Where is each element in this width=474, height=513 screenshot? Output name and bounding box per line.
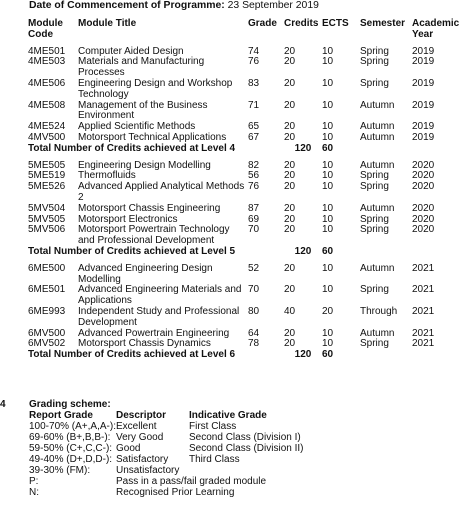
- level-total-filler: [360, 247, 470, 258]
- module-semester: Spring: [360, 45, 389, 57]
- grading-report-grade: N:: [29, 487, 39, 498]
- grading-descriptor: Excellent: [116, 421, 157, 432]
- module-grade: 74: [248, 45, 260, 57]
- header-grade: Grade: [248, 18, 277, 29]
- module-grade: 52: [248, 262, 260, 274]
- module-semester: Autumn: [360, 121, 395, 133]
- grading-row: [29, 487, 303, 498]
- header-module-title: Module Title: [78, 18, 137, 29]
- module-code: 6ME993: [28, 305, 66, 317]
- module-grade: 76: [248, 56, 260, 68]
- module-code: 4MV500: [28, 131, 66, 143]
- module-title: Motorsport Technical Applications: [78, 131, 227, 143]
- table-header-row: [28, 19, 470, 41]
- module-title: Motorsport Chassis Engineering: [78, 202, 221, 214]
- module-code: 4ME506: [28, 77, 66, 89]
- module-semester: Autumn: [360, 159, 395, 171]
- module-year: 2021: [412, 305, 435, 317]
- module-year: 2019: [412, 56, 435, 68]
- module-semester: Autumn: [360, 327, 395, 339]
- module-credits: 20: [284, 181, 296, 193]
- module-code: 6ME500: [28, 262, 66, 274]
- module-ects: 10: [322, 56, 334, 68]
- module-grade: 65: [248, 121, 260, 133]
- module-grade: 78: [248, 338, 260, 350]
- grading-descriptor: Recognised Prior Learning: [116, 487, 235, 498]
- module-semester: Spring: [360, 77, 389, 89]
- module-code: 5ME526: [28, 181, 66, 193]
- module-ects: 20: [322, 305, 334, 317]
- grading-report-grade: 49-40% (D+,D,D-):: [29, 454, 113, 465]
- module-semester: Through: [360, 305, 398, 317]
- module-ects: 10: [322, 338, 334, 350]
- level-total-credits: 120: [294, 245, 312, 257]
- grading-report-grade: 59-50% (C+,C,C-):: [29, 443, 113, 454]
- module-grade: 83: [248, 77, 260, 89]
- module-credits: 20: [284, 202, 296, 214]
- module-year: 2019: [412, 45, 435, 57]
- module-ects: 10: [322, 170, 334, 182]
- module-code: 6ME501: [28, 284, 66, 296]
- grading-header-row: [29, 410, 303, 421]
- level-total-ects: 60: [322, 245, 334, 257]
- module-ects: 10: [322, 213, 334, 225]
- grading-row: [29, 432, 303, 443]
- module-title: Materials and Manufacturing Processes: [78, 56, 205, 79]
- module-credits: 20: [284, 284, 296, 296]
- module-year: 2021: [412, 327, 435, 339]
- module-grade: 87: [248, 202, 260, 214]
- module-code: 4ME524: [28, 121, 66, 133]
- grading-header-descriptor: Descriptor: [116, 410, 167, 421]
- module-credits: 20: [284, 56, 296, 68]
- module-semester: Spring: [360, 338, 389, 350]
- grading-descriptor: Satisfactory: [116, 454, 169, 465]
- module-grade: 64: [248, 327, 260, 339]
- module-year: 2019: [412, 99, 435, 111]
- module-year: 2019: [412, 77, 435, 89]
- module-ects: 10: [322, 284, 334, 296]
- module-credits: 20: [284, 213, 296, 225]
- module-code: 5ME505: [28, 159, 66, 171]
- module-year: 2019: [412, 121, 435, 133]
- module-year: 2020: [412, 202, 435, 214]
- module-title: Independent Study and Professional Development: [78, 305, 240, 328]
- header-academic-year: Academic Year: [412, 18, 460, 40]
- module-credits: 20: [284, 45, 296, 57]
- level-total-filler: [360, 350, 470, 361]
- table-row: [28, 182, 470, 204]
- grading-header-report-grade: Report Grade: [29, 410, 93, 421]
- module-ects: 10: [322, 327, 334, 339]
- module-code: 6MV500: [28, 327, 66, 339]
- grading-indicative: Second Class (Division II): [189, 443, 304, 454]
- module-ects: 10: [322, 77, 334, 89]
- module-grade: 67: [248, 131, 260, 143]
- table-row: [28, 79, 470, 101]
- module-ects: 10: [322, 131, 334, 143]
- grading-body: [29, 421, 303, 498]
- table-row: [28, 204, 470, 215]
- module-grade: 70: [248, 224, 260, 236]
- commencement-date: [29, 0, 319, 11]
- grading-report-grade: 69-60% (B+,B,B-):: [29, 432, 111, 443]
- level-total-ects: 60: [322, 349, 334, 361]
- module-year: 2019: [412, 131, 435, 143]
- module-credits: 20: [284, 77, 296, 89]
- grading-descriptor: Unsatisfactory: [116, 465, 180, 476]
- table-row: [28, 225, 470, 247]
- level-total-credits: 120: [294, 349, 312, 361]
- grading-indicative: Second Class (Division I): [189, 432, 301, 443]
- module-grade: 70: [248, 284, 260, 296]
- module-semester: Spring: [360, 224, 389, 236]
- module-year: 2020: [412, 213, 435, 225]
- module-code: 5MV506: [28, 224, 66, 236]
- grading-report-grade: 39-30% (FM):: [29, 465, 91, 476]
- module-code: 5MV504: [28, 202, 66, 214]
- table-row: [28, 57, 470, 79]
- module-semester: Autumn: [360, 99, 395, 111]
- module-title: Engineering Design and Workshop Technology: [78, 77, 233, 100]
- table-row: [28, 285, 470, 307]
- module-title: Applied Scientific Methods: [78, 121, 196, 133]
- module-grade: 71: [248, 99, 260, 111]
- module-code: 6MV502: [28, 338, 66, 350]
- module-ects: 10: [322, 121, 334, 133]
- grading-row: [29, 421, 303, 432]
- module-credits: 20: [284, 262, 296, 274]
- grading-report-grade: 100-70% (A+,A,A-):: [29, 421, 116, 432]
- module-grade: 80: [248, 305, 260, 317]
- module-semester: Spring: [360, 213, 389, 225]
- grading-row: [29, 465, 303, 476]
- module-ects: 10: [322, 262, 334, 274]
- module-semester: Autumn: [360, 131, 395, 143]
- module-title: Computer Aided Design: [78, 45, 184, 57]
- module-credits: 20: [284, 121, 296, 133]
- level-total-label: Total Number of Credits achieved at Level 6: [28, 349, 236, 361]
- level-total-row: [28, 144, 470, 155]
- module-credits: 20: [284, 338, 296, 350]
- module-semester: Autumn: [360, 202, 395, 214]
- level-total-row: [28, 247, 470, 258]
- module-code: 4ME503: [28, 56, 66, 68]
- module-semester: Spring: [360, 56, 389, 68]
- module-credits: 20: [284, 327, 296, 339]
- module-credits: 20: [284, 131, 296, 143]
- level-total-label: Total Number of Credits achieved at Level 4: [28, 142, 236, 154]
- commencement-date-value: 23 September 2019: [227, 0, 319, 11]
- module-title: Advanced Applied Analytical Methods 2: [78, 181, 245, 203]
- module-title: Advanced Engineering Materials and Applications: [78, 284, 242, 307]
- module-credits: 20: [284, 99, 296, 111]
- module-year: 2020: [412, 170, 435, 182]
- grading-indicative: First Class: [189, 421, 237, 432]
- header-module-code: Module Code: [28, 18, 63, 40]
- module-ects: 10: [322, 159, 334, 171]
- grading-row: [29, 454, 303, 465]
- module-code: 4ME508: [28, 99, 66, 111]
- level-total-filler: [360, 144, 470, 155]
- module-ects: 10: [322, 181, 334, 193]
- module-semester: Spring: [360, 284, 389, 296]
- level-total-ects: 60: [322, 142, 334, 154]
- module-grade: 82: [248, 159, 260, 171]
- module-credits: 20: [284, 224, 296, 236]
- table-row: [28, 101, 470, 123]
- grading-header-indicative-grade: Indicative Grade: [189, 410, 267, 421]
- table-row: [28, 307, 470, 329]
- level-total-credits: 120: [294, 142, 312, 154]
- module-title: Advanced Powertrain Engineering: [78, 327, 230, 339]
- grading-indicative: Third Class: [189, 454, 240, 465]
- grading-row: [29, 443, 303, 454]
- module-credits: 40: [284, 305, 296, 317]
- module-ects: 10: [322, 99, 334, 111]
- module-ects: 10: [322, 224, 334, 236]
- module-credits: 20: [284, 170, 296, 182]
- module-title: Motorsport Powertrain Technology and Professional Development: [78, 224, 230, 247]
- grading-descriptor: Good: [116, 443, 141, 454]
- grading-table: [29, 410, 303, 498]
- module-semester: Spring: [360, 181, 389, 193]
- module-semester: Autumn: [360, 262, 395, 274]
- module-grade: 76: [248, 181, 260, 193]
- table-row: [28, 264, 470, 286]
- module-ects: 10: [322, 202, 334, 214]
- grading-descriptor: Very Good: [116, 432, 164, 443]
- module-credits: 20: [284, 159, 296, 171]
- module-year: 2021: [412, 284, 435, 296]
- module-title: Motorsport Electronics: [78, 213, 178, 225]
- module-title: Thermofluids: [78, 170, 136, 182]
- commencement-date-label: Date of Commencement of Programme:: [29, 0, 225, 11]
- module-ects: 10: [322, 45, 334, 57]
- level-total-label: Total Number of Credits achieved at Level 5: [28, 245, 236, 257]
- grading-section-number: 4: [0, 399, 6, 410]
- grading-row: [29, 476, 303, 487]
- module-year: 2020: [412, 181, 435, 193]
- module-title: Engineering Design Modelling: [78, 159, 211, 171]
- grading-descriptor: Pass in a pass/fail graded module: [116, 476, 267, 487]
- module-title: Advanced Engineering Design Modelling: [78, 262, 213, 285]
- module-title: Management of the Business Environment: [78, 99, 208, 122]
- module-year: 2020: [412, 224, 435, 236]
- module-semester: Spring: [360, 170, 389, 182]
- modules-body: [28, 41, 470, 361]
- module-code: 5MV505: [28, 213, 66, 225]
- modules-table: [28, 19, 470, 361]
- module-grade: 69: [248, 213, 260, 225]
- module-year: 2021: [412, 338, 435, 350]
- header-semester: Semester: [360, 18, 406, 29]
- grading-report-grade: P:: [29, 476, 39, 487]
- header-ects: ECTS: [322, 18, 349, 29]
- module-code: 4ME501: [28, 45, 66, 57]
- level-total-row: [28, 350, 470, 361]
- module-title: Motorsport Chassis Dynamics: [78, 338, 211, 350]
- module-year: 2020: [412, 159, 435, 171]
- module-grade: 56: [248, 170, 260, 182]
- header-credits: Credits: [284, 18, 319, 29]
- grading-title: Grading scheme:: [29, 399, 111, 410]
- module-code: 5ME519: [28, 170, 66, 182]
- module-year: 2021: [412, 262, 435, 274]
